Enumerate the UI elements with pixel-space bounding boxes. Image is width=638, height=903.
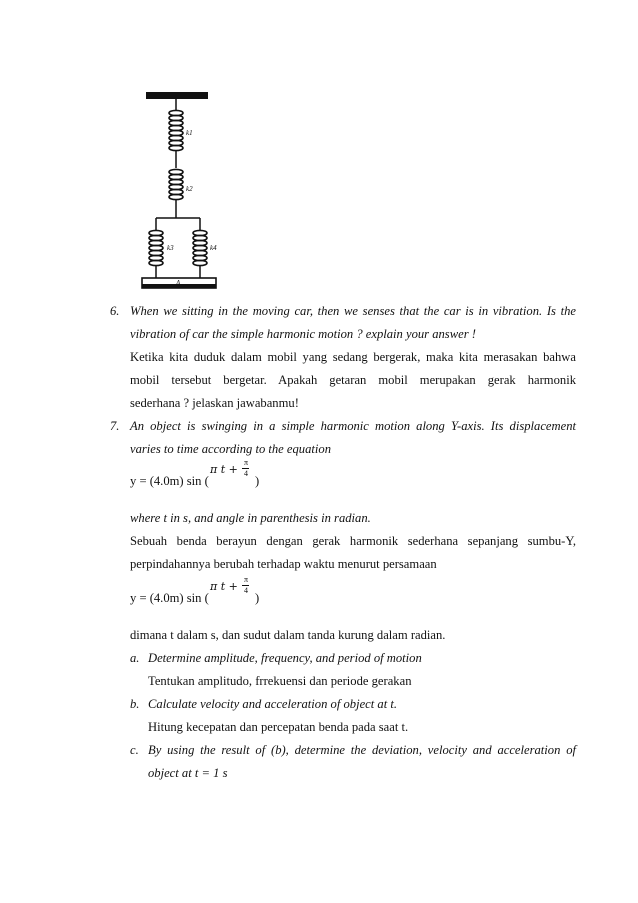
spring-k4 <box>193 230 207 265</box>
label-block-a: A <box>176 279 181 287</box>
q6-number: 6. <box>110 304 120 318</box>
part-a-id: Tentukan amplitudo, frrekuensi dan periode gerakan <box>148 674 412 688</box>
part-c-label: c. <box>130 743 139 757</box>
label-k3: k3 <box>167 244 174 252</box>
part-b-label: b. <box>130 697 140 711</box>
eq1-frac-den: 4 <box>244 469 248 478</box>
part-a-label: a. <box>130 651 140 665</box>
eq1-left: y = (4.0m) sin ( <box>130 474 209 488</box>
q7-id-line1: Sebuah benda berayun dengan gerak harmonik sederhana sepanjang sumbu-Y, <box>130 534 576 548</box>
part-a-en: Determine amplitude, frequency, and period of motion <box>148 651 422 665</box>
label-k4: k4 <box>210 244 217 252</box>
part-c-en-line2: object at t = 1 s <box>148 766 228 780</box>
q7-id-line2: perpindahannya berubah terhadap waktu menurut persamaan <box>130 557 437 571</box>
q6-id-line3: sederhana ? jelaskan jawabanmu! <box>130 396 299 410</box>
q7-en-line2: varies to time according to the equation <box>130 442 331 456</box>
label-k2: k2 <box>186 185 193 193</box>
part-b-id: Hitung kecepatan dan percepatan benda pada saat t. <box>148 720 409 734</box>
spring-system-figure <box>120 88 230 294</box>
q7-en-line1: An object is swinging in a simple harmonic motion along Y-axis. Its displacement <box>130 419 576 433</box>
eq2-arg: π t + <box>210 580 238 593</box>
eq1-arg: π t + <box>210 463 238 476</box>
q7-en-note: where t in s, and angle in parenthesis in radian. <box>130 511 371 525</box>
eq2-right: ) <box>255 591 260 605</box>
label-k1: k1 <box>186 129 193 137</box>
q6-en-line1: When we sitting in the moving car, then we senses that the car is in vibration. Is the <box>130 304 576 318</box>
part-c-en-line1: By using the result of (b), determine the deviation, velocity and acceleration of <box>148 743 576 757</box>
q6-id-line2: mobil tersebut bergetar. Apakah getaran mobil merupakan gerak harmonik <box>130 373 576 387</box>
eq2-frac-den: 4 <box>244 586 248 595</box>
spring-k1 <box>169 110 183 150</box>
q7-number: 7. <box>110 419 120 433</box>
q6-id-line1: Ketika kita duduk dalam mobil yang sedang bergerak, maka kita merasakan bahwa <box>130 350 576 364</box>
part-b-en: Calculate velocity and acceleration of object at t. <box>148 697 398 711</box>
eq1-frac-num: π <box>243 458 249 467</box>
spring-k2 <box>169 169 183 199</box>
q6-en-line2: vibration of car the simple harmonic motion ? explain your answer ! <box>130 327 476 341</box>
spring-k3 <box>149 230 163 265</box>
eq1-right: ) <box>255 474 260 488</box>
q7-id-note: dimana t dalam s, dan sudut dalam tanda kurung dalam radian. <box>130 628 446 642</box>
eq2-left: y = (4.0m) sin ( <box>130 591 209 605</box>
eq2-frac-num: π <box>243 575 249 584</box>
ceiling-bar <box>146 92 208 99</box>
